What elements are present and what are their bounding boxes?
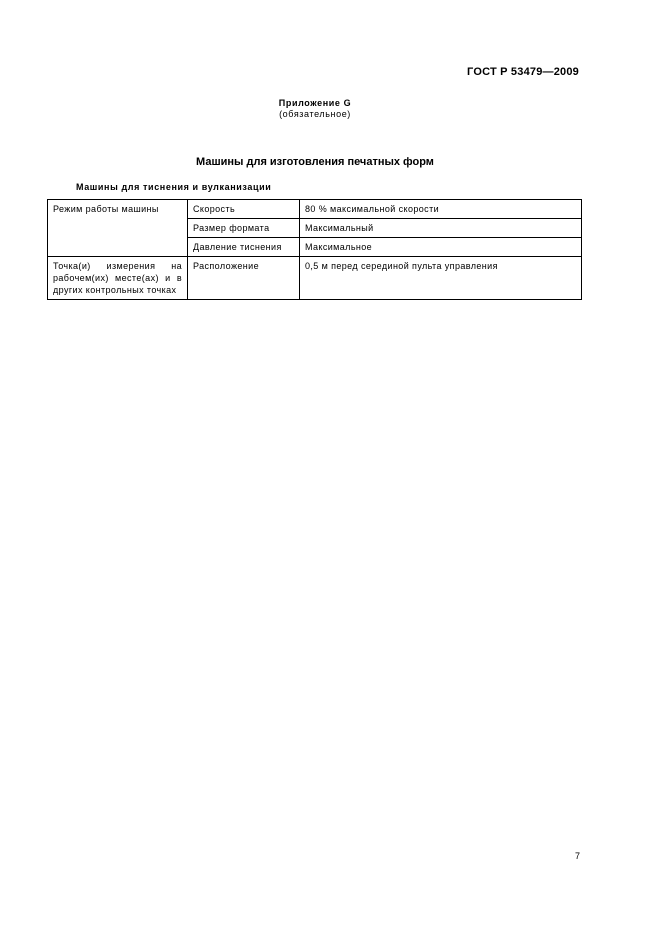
table-cell-value: 0,5 м перед серединой пульта управления bbox=[300, 257, 582, 300]
appendix-subtitle: (обязательное) bbox=[279, 109, 351, 119]
table-cell-group-label: Точка(и) измерения на рабочем(их) месте(ах) и в других контрольных точках bbox=[48, 257, 188, 300]
table-row bbox=[48, 200, 582, 219]
table-cell-group-label: Режим работы машины bbox=[48, 200, 188, 257]
table-cell-param: Скорость bbox=[188, 200, 300, 219]
table-cell-value: Максимальное bbox=[300, 238, 582, 257]
appendix-title: Приложение G bbox=[278, 98, 352, 108]
table-cell-param: Расположение bbox=[188, 257, 300, 300]
appendix-heading bbox=[0, 98, 630, 120]
table-cell-value: 80 % максимальной скорости bbox=[300, 200, 582, 219]
table-cell-param: Давление тиснения bbox=[188, 238, 300, 257]
measurement-conditions-table bbox=[47, 199, 582, 300]
table-cell-value: Максимальный bbox=[300, 219, 582, 238]
subsection-title: Машины для тиснения и вулканизации bbox=[76, 182, 272, 192]
table-cell-param: Размер формата bbox=[188, 219, 300, 238]
page-number: 7 bbox=[574, 851, 580, 861]
table-row bbox=[48, 257, 582, 300]
section-title: Машины для изготовления печатных форм bbox=[196, 156, 434, 168]
document-code: ГОСТ Р 53479—2009 bbox=[467, 66, 579, 78]
